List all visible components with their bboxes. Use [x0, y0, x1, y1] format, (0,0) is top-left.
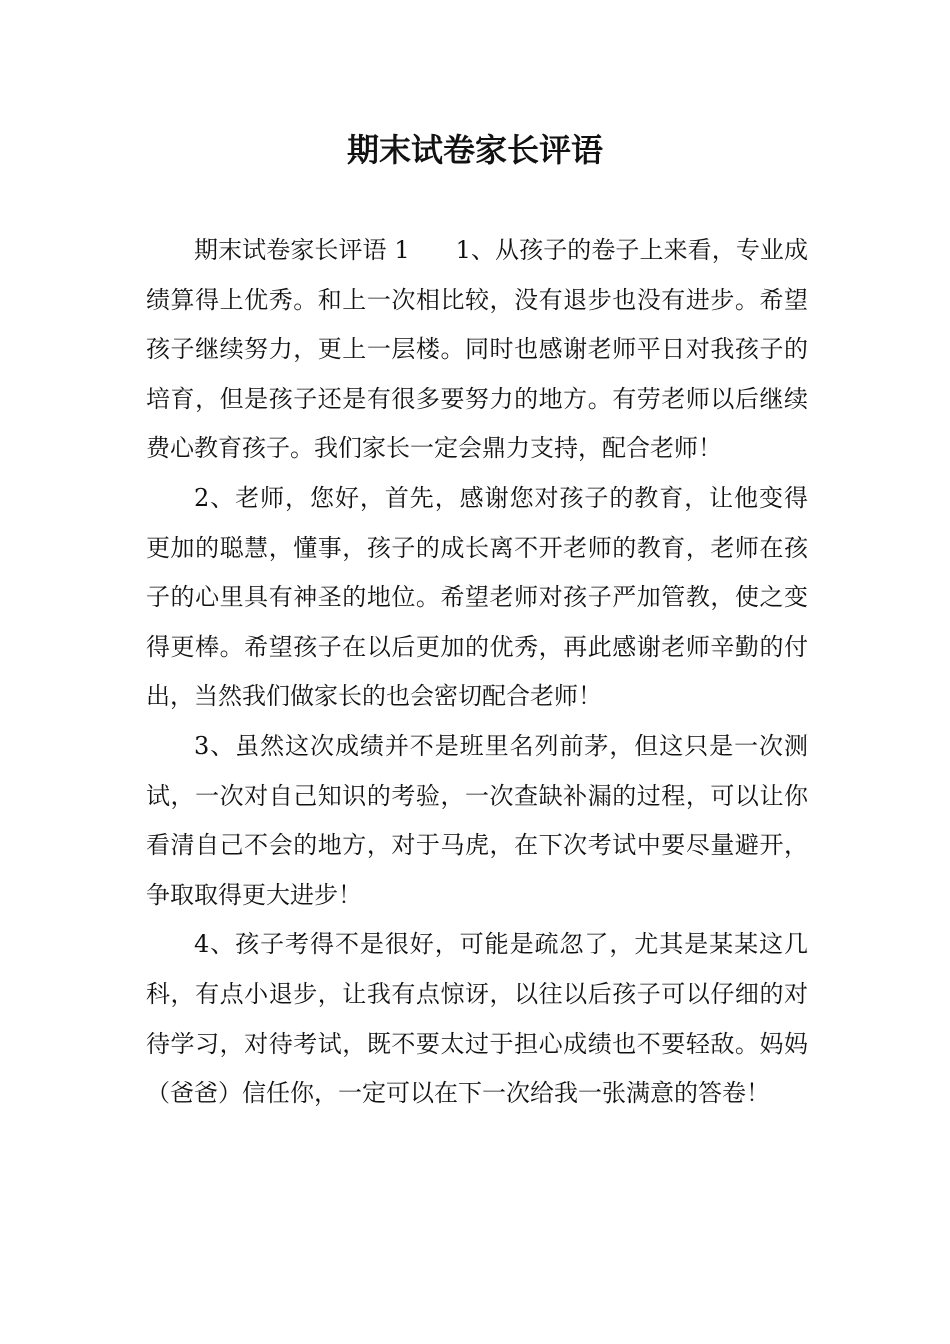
paragraph-2: 2、老师，您好，首先，感谢您对孩子的教育，让他变得更加的聪慧，懂事，孩子的成长离不开老师的教育，老师在孩子的心里具有神圣的地位。希望老师对孩子严加管教，使之变得更棒。希望孩子在以后更加的优秀，再此感谢老师辛勤的付出，当然我们做家长的也会密切配合老师！: [146, 483, 808, 711]
paragraph-1: [146, 226, 808, 474]
document-body: [146, 226, 808, 1119]
section-heading: 期末试卷家长评语 1: [194, 236, 410, 264]
paragraph-4: 4、孩子考得不是很好，可能是疏忽了，尤其是某某这几科，有点小退步，让我有点惊讶，以往以后孩子可以仔细的对待学习，对待考试，既不要太过于担心成绩也不要轻敌。妈妈（爸爸）信任你，一定可以在下一次给我一张满意的答卷！: [146, 930, 808, 1108]
paragraph-1-text: 1、从孩子的卷子上来看，专业成绩算得上优秀。和上一次相比较，没有退步也没有进步。希望孩子继续努力，更上一层楼。同时也感谢老师平日对我孩子的培育，但是孩子还是有很多要努力的地方。有劳老师以后继续费心教育孩子。我们家长一定会鼎力支持，配合老师！: [146, 236, 808, 463]
document-title: 期末试卷家长评语: [346, 131, 603, 169]
paragraph-3: 3、虽然这次成绩并不是班里名列前茅，但这只是一次测试，一次对自己知识的考验，一次查缺补漏的过程，可以让你看清自己不会的地方，对于马虎，在下次考试中要尽量避开，争取取得更大进步！: [146, 731, 808, 909]
